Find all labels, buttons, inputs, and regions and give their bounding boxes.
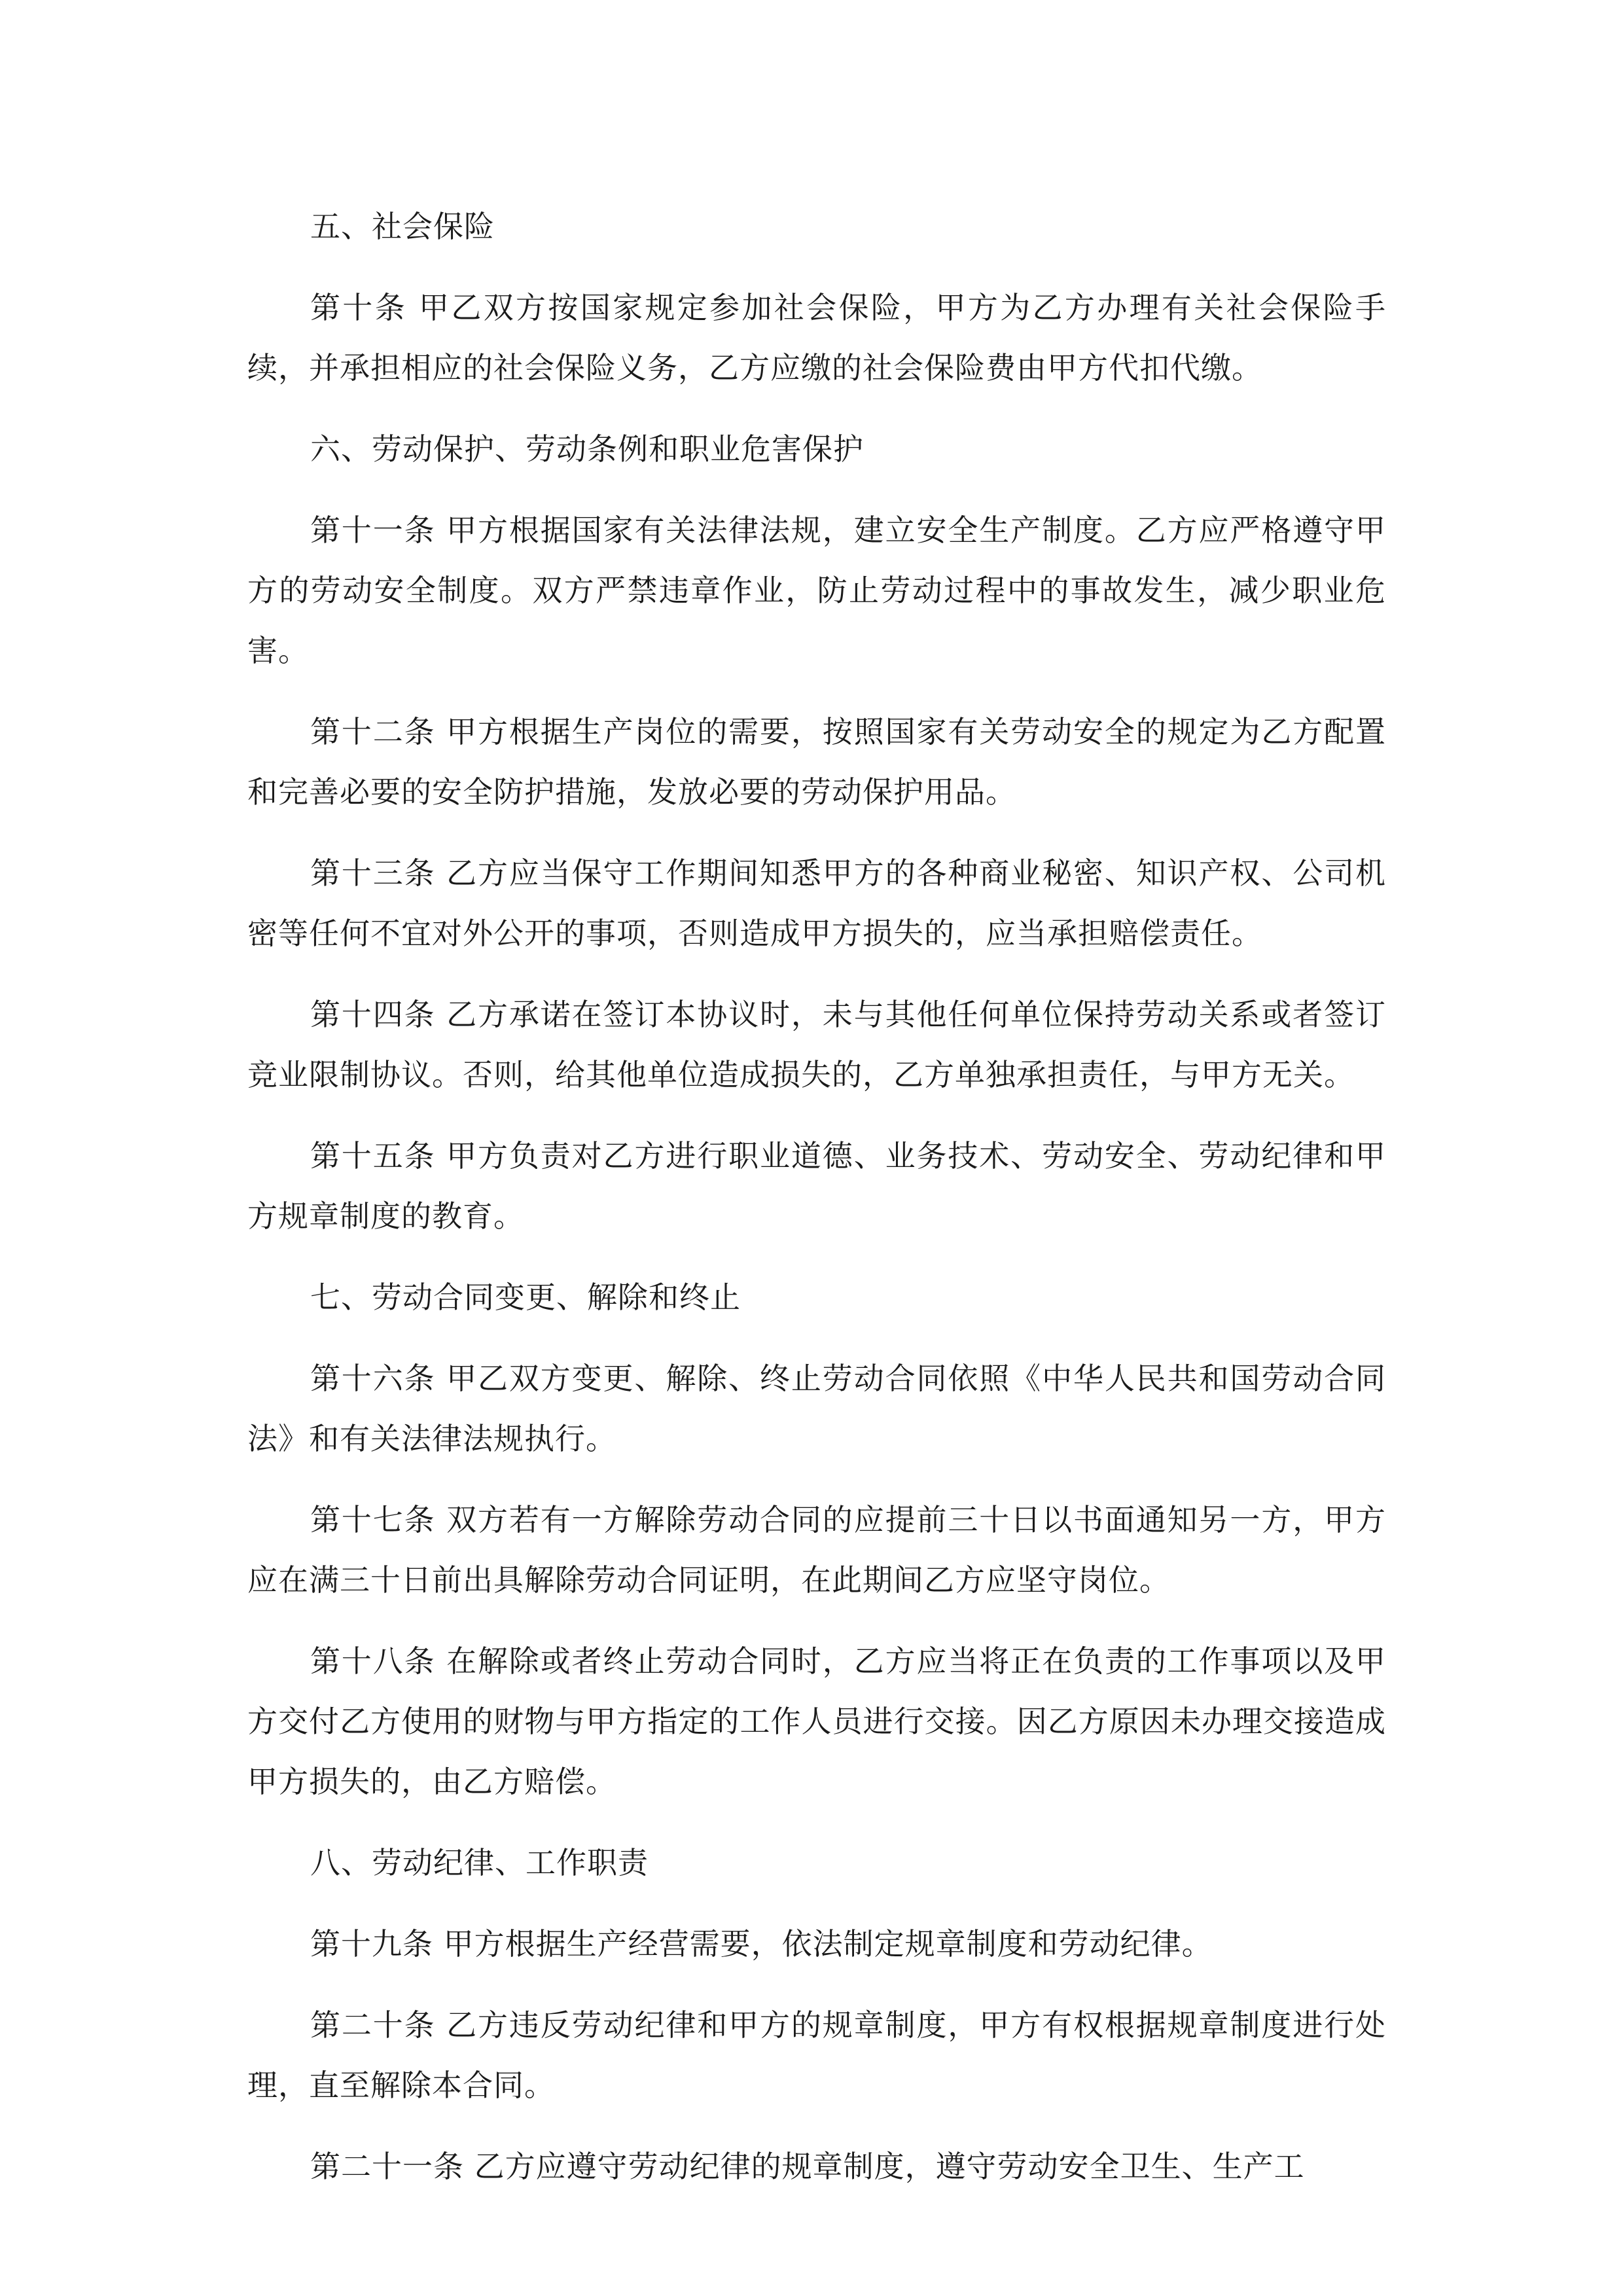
document-body xyxy=(247,196,1386,2217)
clause-19: 第十九条 甲方根据生产经营需要，依法制定规章制度和劳动纪律。 xyxy=(310,1926,1213,1962)
clause-16: 第十六条 甲乙双方变更、解除、终止劳动合同依照《中华人民共和国劳动合同法》和有关法律法规执行。 xyxy=(247,1361,1386,1456)
section-heading-contract-termination: 七、劳动合同变更、解除和终止 xyxy=(310,1280,741,1315)
clause-15: 第十五条 甲方负责对乙方进行职业道德、业务技术、劳动安全、劳动纪律和甲方规章制度的教育。 xyxy=(247,1138,1386,1234)
clause-21: 第二十一条 乙方应遵守劳动纪律的规章制度，遵守劳动安全卫生、生产工 xyxy=(310,2149,1305,2184)
clause-10: 第十条 甲乙双方按国家规定参加社会保险，甲方为乙方办理有关社会保险手续，并承担相应的社会保险义务，乙方应缴的社会保险费由甲方代扣代缴。 xyxy=(247,290,1386,386)
clause-20: 第二十条 乙方违反劳动纪律和甲方的规章制度，甲方有权根据规章制度进行处理，直至解除本合同。 xyxy=(247,2007,1386,2103)
clause-17: 第十七条 双方若有一方解除劳动合同的应提前三十日以书面通知另一方，甲方应在满三十日前出具解除劳动合同证明，在此期间乙方应坚守岗位。 xyxy=(247,1502,1386,1598)
section-heading-labor-protection: 六、劳动保护、劳动条例和职业危害保护 xyxy=(310,431,864,467)
clause-18: 第十八条 在解除或者终止劳动合同时，乙方应当将正在负责的工作事项以及甲方交付乙方使用的财物与甲方指定的工作人员进行交接。因乙方原因未办理交接造成甲方损失的，由乙方赔偿。 xyxy=(247,1643,1386,1799)
clause-13: 第十三条 乙方应当保守工作期间知悉甲方的各种商业秘密、知识产权、公司机密等任何不宜对外公开的事项，否则造成甲方损失的，应当承担赔偿责任。 xyxy=(247,855,1386,951)
clause-14: 第十四条 乙方承诺在签订本协议时，未与其他任何单位保持劳动关系或者签订竞业限制协议。否则，给其他单位造成损失的，乙方单独承担责任，与甲方无关。 xyxy=(247,997,1386,1092)
section-heading-labor-discipline: 八、劳动纪律、工作职责 xyxy=(310,1845,649,1880)
section-heading-social-insurance: 五、社会保险 xyxy=(310,209,495,244)
clause-11: 第十一条 甲方根据国家有关法律法规，建立安全生产制度。乙方应严格遵守甲方的劳动安全制度。双方严禁违章作业，防止劳动过程中的事故发生，减少职业危害。 xyxy=(247,512,1386,668)
clause-12: 第十二条 甲方根据生产岗位的需要，按照国家有关劳动安全的规定为乙方配置和完善必要的安全防护措施，发放必要的劳动保护用品。 xyxy=(247,714,1386,810)
